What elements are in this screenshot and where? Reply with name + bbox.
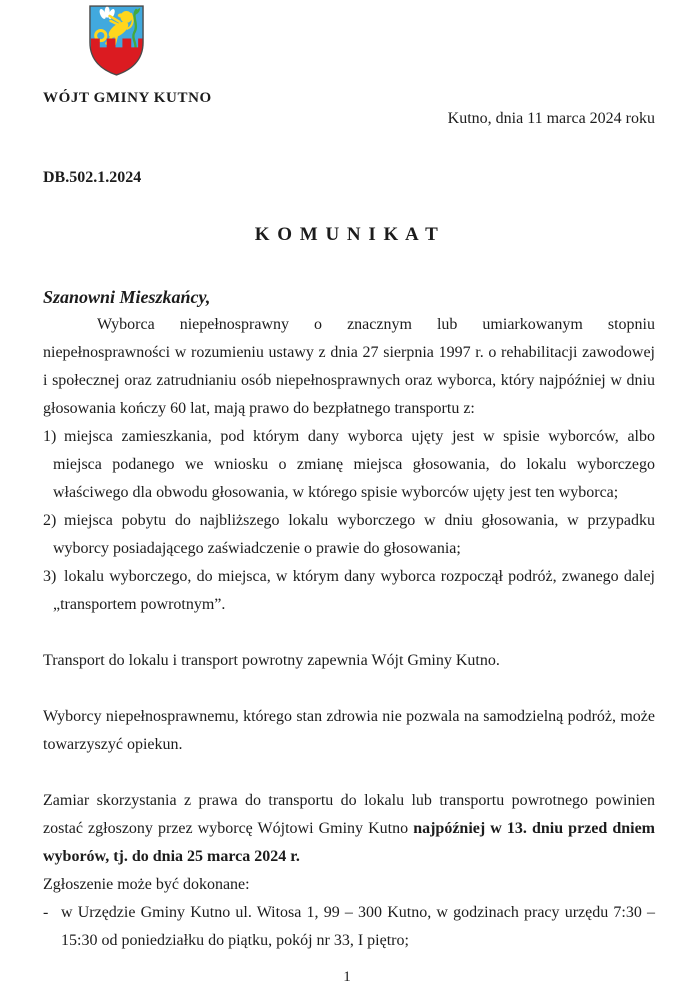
list-marker: 3) bbox=[43, 568, 57, 585]
coat-of-arms bbox=[87, 3, 146, 78]
transport-paragraph: Transport do lokalu i transport powrotny zapewnia Wójt Gminy Kutno. bbox=[43, 652, 500, 669]
date-line: Kutno, dnia 11 marca 2024 roku bbox=[447, 110, 655, 127]
list-item-text: miejsca zamieszkania, pod którym dany wyborca ujęty jest w spisie wyborców, albo miejsca podanego we wniosku o zmianę miejsca głosowania, do lokalu wyborczego właściwego dla obwodu głosowania, w którego spisie wyborców ujęty jest ten wyborca; bbox=[53, 428, 655, 501]
list-marker: 2) bbox=[43, 512, 57, 529]
document-body bbox=[43, 283, 655, 955]
intent-deadline-bold: najpóźniej w 13. dniu przed dniem wyborów, tj. do dnia 25 marca 2024 r. bbox=[43, 820, 656, 865]
intent-text: Zamiar skorzystania z prawa do transportu do lokalu lub transportu powrotnego powinien zostać zgłoszony przez wyborcę Wójtowi Gminy Kutno bbox=[43, 792, 655, 837]
dash-list-item bbox=[43, 899, 655, 955]
list-item bbox=[43, 563, 655, 619]
reference-number: DB.502.1.2024 bbox=[43, 169, 142, 186]
dash-item-text: w Urzędzie Gminy Kutno ul. Witosa 1, 99 – 300 Kutno, w godzinach pracy urzędu 7:30 – 15:30 od poniedziałku do piątku, pokój nr 33, I piętro; bbox=[61, 904, 655, 949]
intro-paragraph: Wyborca niepełnosprawny o znacznym lub umiarkowanym stopniu niepełnosprawności w rozumieniu ustawy z dnia 27 sierpnia 1997 r. o rehabilitacji zawodowej i społecznej oraz zatrudnianiu osób niepełnosprawnych oraz wyborca, który najpóźniej w dniu głosowania kończy 60 lat, mają prawo do bezpłatnego transportu z: bbox=[43, 316, 655, 417]
document-title: K O M U N I K A T bbox=[254, 224, 440, 245]
list-marker: 1) bbox=[43, 428, 57, 445]
list-item-text: miejsca pobytu do najbliższego lokalu wyborczego w dniu głosowania, w przypadku wyborcy posiadającego zaświadczenie o prawie do głosowania; bbox=[53, 512, 655, 557]
notice-paragraph: Zgłoszenie może być dokonane: bbox=[43, 876, 250, 893]
dash-marker: - bbox=[43, 904, 49, 921]
list-item bbox=[43, 423, 655, 507]
sender-name: WÓJT GMINY KUTNO bbox=[43, 90, 212, 106]
page-number: 1 bbox=[343, 969, 351, 985]
intent-paragraph bbox=[43, 787, 655, 871]
salutation: Szanowni Mieszkańcy, bbox=[43, 287, 211, 307]
caregiver-paragraph: Wyborcy niepełnosprawnemu, którego stan zdrowia nie pozwala na samodzielną podróż, może towarzyszyć opiekun. bbox=[43, 708, 655, 753]
list-item-text: lokalu wyborczego, do miejsca, w którym dany wyborca rozpoczął podróż, zwanego dalej „transportem powrotnym”. bbox=[53, 568, 655, 613]
list-item bbox=[43, 507, 655, 563]
